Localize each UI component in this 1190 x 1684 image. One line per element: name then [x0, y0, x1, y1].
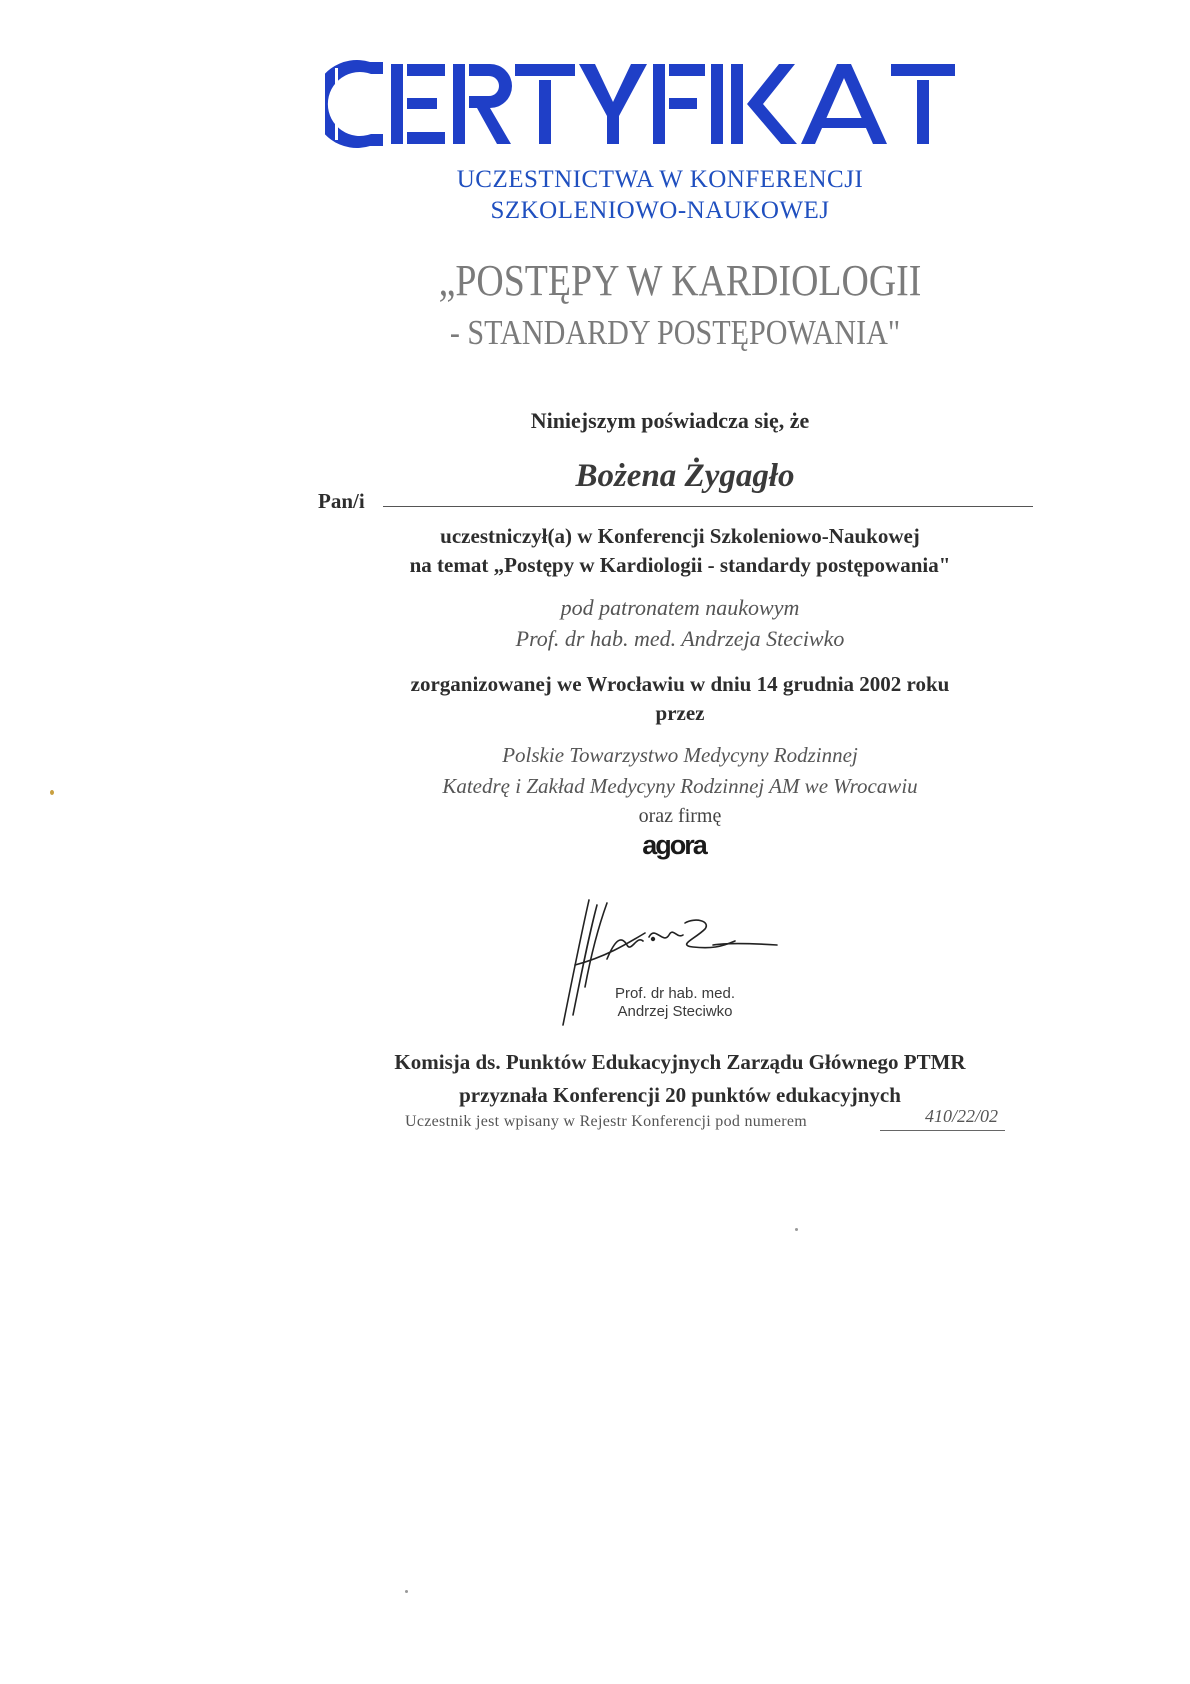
- register-number: 410/22/02: [925, 1106, 999, 1126]
- patronage-line-2: Prof. dr hab. med. Andrzeja Steciwko: [515, 626, 845, 651]
- oraz-firme: oraz firmę: [638, 805, 722, 827]
- subtitle-line-2: SZKOLENIOWO-NAUKOWEJ: [490, 197, 830, 224]
- organizer-1: Polskie Towarzystwo Medycyny Rodzinnej: [502, 743, 858, 767]
- register-text: Uczestnik jest wpisany w Rejestr Konferencji pod numerem: [405, 1113, 808, 1130]
- pan-label: Pan/i: [318, 489, 365, 513]
- signature-caption-line-2: Andrzej Steciwko: [617, 1003, 733, 1020]
- patronage-line-1: pod patronatem naukowym: [560, 595, 800, 620]
- certifies-statement: Niniejszym poświadcza się, że: [530, 408, 810, 433]
- organized-line-1: zorganizowanej we Wrocławiu w dniu 14 grudnia 2002 roku: [410, 672, 950, 696]
- commission-line-2: przyznała Konferencji 20 punktów edukacyjnych: [459, 1083, 901, 1107]
- scan-speck: [795, 1228, 798, 1231]
- conference-title-line-1: „POSTĘPY W KARDIOLOGII: [438, 256, 922, 305]
- organizers-list: [380, 740, 980, 802]
- subtitle-line-1: UCZESTNICTWA W KONFERENCJI: [456, 166, 864, 193]
- participation-line-1: uczestniczył(a) w Konferencji Szkoleniowo-Naukowej: [440, 524, 920, 548]
- conference-title-line-2: - STANDARDY POSTĘPOWANIA": [449, 313, 901, 352]
- commission-line-1: Komisja ds. Punktów Edukacyjnych Zarządu Głównego PTMR: [394, 1050, 966, 1074]
- svg-text:agora: agora: [642, 830, 706, 860]
- scan-speck: [50, 790, 54, 795]
- agora-logo-mark: [622, 830, 726, 860]
- register-underline: [880, 1130, 1005, 1131]
- scan-speck: [405, 1590, 408, 1593]
- participation-text: [380, 522, 980, 580]
- commission-text: [360, 1046, 1000, 1112]
- patronage-text: [380, 592, 980, 654]
- certificate-title: [325, 58, 1005, 150]
- signature-caption-line-1: Prof. dr hab. med.: [614, 985, 736, 1002]
- participation-line-2: na temat „Postępy w Kardiologii - standardy postępowania": [409, 553, 951, 577]
- organizer-2: Katedrę i Zakład Medycyny Rodzinnej AM we Wrocawiu: [442, 774, 918, 798]
- certificate-subtitle: [430, 164, 890, 226]
- agora-logo: [622, 830, 726, 860]
- participant-name: Bożena Żygagło: [575, 458, 795, 494]
- organized-line-2: przez: [655, 701, 705, 725]
- certificate-title-logo: [325, 58, 1005, 150]
- organized-text: [380, 670, 980, 728]
- name-underline: [383, 506, 1033, 507]
